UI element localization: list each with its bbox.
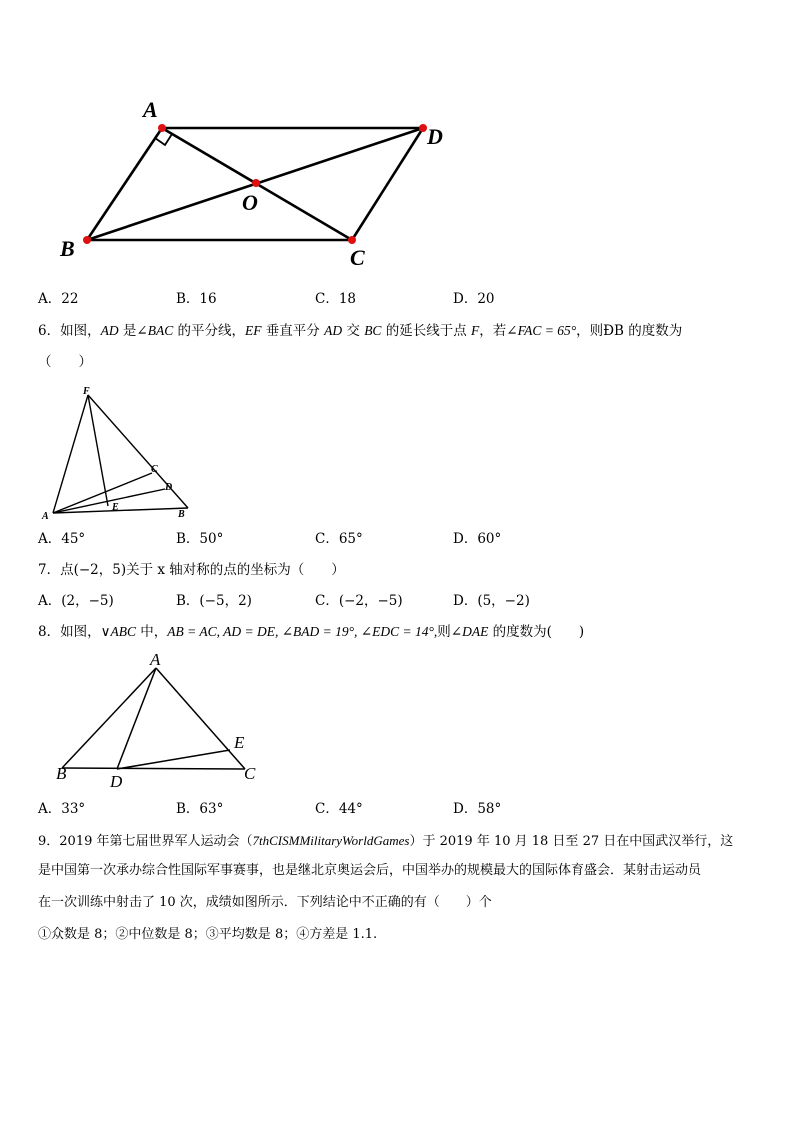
q6-stem: 6．如图，AD 是∠BAC 的平分线，EF 垂直平分 AD 交 BC 的延长线于点 F，若∠FAC = 65°，则ÐB 的度数为 bbox=[38, 323, 683, 339]
q5-option-c[interactable]: C．18 bbox=[315, 291, 357, 307]
q9-line-2: 是中国第一次承办综合性国际军事赛事，也是继北京奥运会后，中国举办的规模最大的国际体育盛会．某射击运动员 bbox=[38, 863, 702, 878]
label-A: A bbox=[150, 650, 161, 669]
label-A: A bbox=[42, 511, 49, 522]
q7-option-b[interactable]: B．(−5，2) bbox=[176, 593, 252, 609]
figure-parallelogram bbox=[50, 90, 470, 275]
q9-line-1: 9．2019 年第七届世界军人运动会（7thCISMMilitaryWorldGames）于 2019 年 10 月 18 日至 27 日在中国武汉举行，这 bbox=[38, 833, 734, 849]
label-C: C bbox=[350, 245, 365, 270]
q7-stem: 7．点(−2，5)关于 x 轴对称的点的坐标为（ ） bbox=[38, 562, 345, 578]
label-F: F bbox=[83, 386, 90, 397]
label-B: B bbox=[178, 509, 185, 520]
label-O: O bbox=[242, 190, 258, 215]
q7-option-a[interactable]: A．(2，−5) bbox=[38, 593, 114, 609]
label-B: B bbox=[60, 236, 75, 261]
q6-option-c[interactable]: C．65° bbox=[315, 531, 363, 547]
q5-option-a[interactable]: A．22 bbox=[38, 291, 79, 307]
label-D: D bbox=[165, 482, 173, 493]
q5-option-b[interactable]: B．16 bbox=[176, 291, 217, 307]
label-A: A bbox=[143, 97, 158, 122]
q7-option-c[interactable]: C．(−2，−5) bbox=[315, 593, 403, 609]
q8-stem: 8．如图，∨ABC 中，AB = AC, AD = DE, ∠BAD = 19°, ∠EDC = 14°,则∠DAE 的度数为( ) bbox=[38, 624, 585, 640]
q9-line-3: 在一次训练中射击了 10 次，成绩如图所示．下列结论中不正确的有（ ）个 bbox=[38, 895, 492, 910]
q6-option-a[interactable]: A．45° bbox=[38, 531, 86, 547]
label-C: C bbox=[151, 464, 158, 475]
q8-option-d[interactable]: D．58° bbox=[453, 801, 502, 817]
q8-option-a[interactable]: A．33° bbox=[38, 801, 86, 817]
figure-q8-triangle bbox=[50, 648, 270, 793]
label-E: E bbox=[234, 733, 245, 752]
q6-bracket: （ ） bbox=[38, 354, 92, 370]
label-D: D bbox=[427, 124, 443, 149]
q7-option-d[interactable]: D．(5，−2) bbox=[453, 593, 530, 609]
q6-option-d[interactable]: D．60° bbox=[453, 531, 502, 547]
label-E: E bbox=[112, 502, 119, 513]
q8-option-c[interactable]: C．44° bbox=[315, 801, 363, 817]
q8-option-b[interactable]: B．63° bbox=[176, 801, 224, 817]
q9-line-4: ①众数是 8；②中位数是 8；③平均数是 8；④方差是 1.1. bbox=[38, 927, 378, 942]
q5-option-d[interactable]: D．20 bbox=[453, 291, 495, 307]
q6-option-b[interactable]: B．50° bbox=[176, 531, 224, 547]
label-D: D bbox=[110, 772, 123, 791]
figure-q6-triangle bbox=[38, 383, 198, 523]
label-B: B bbox=[56, 764, 67, 783]
label-C: C bbox=[244, 764, 256, 783]
